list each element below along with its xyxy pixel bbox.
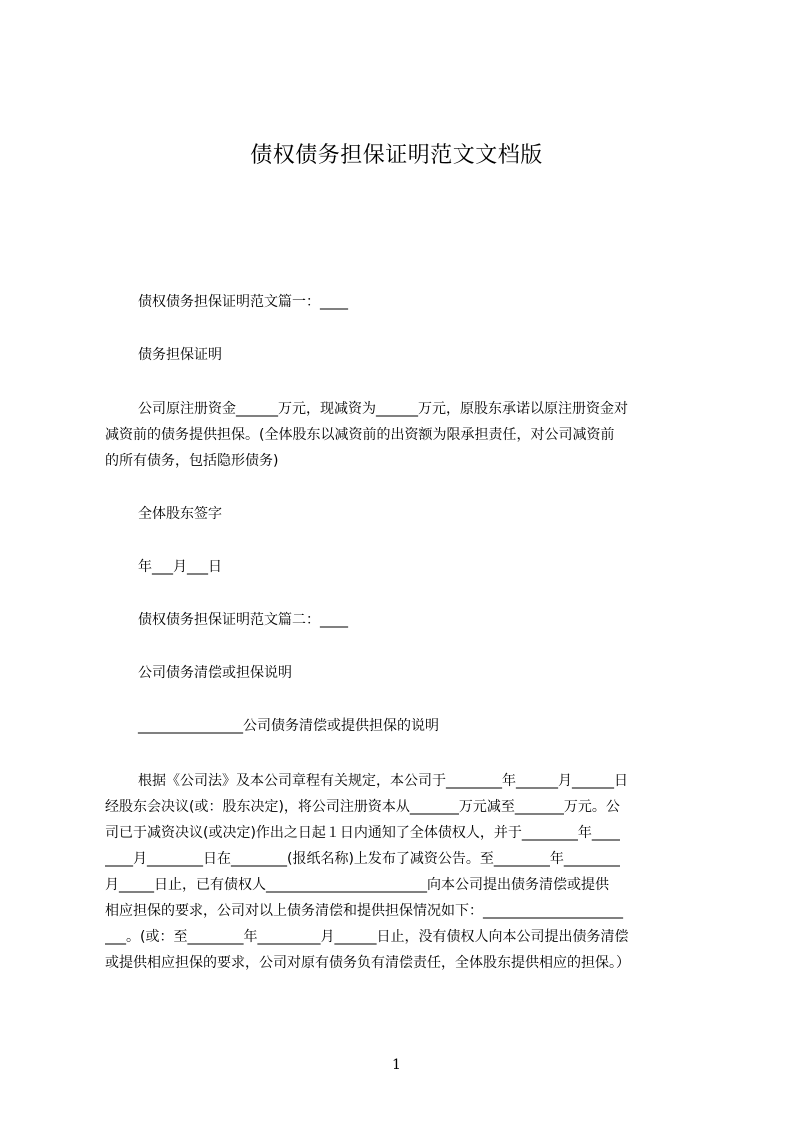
section-two-heading: 债权债务担保证明范文篇二：____ [138, 612, 348, 628]
document-title: 债权债务担保证明范文文档版 [250, 143, 543, 168]
signature-date: 年___月___日 [138, 559, 222, 575]
section-two-caption: _______________公司债务清偿或提供担保的说明 [138, 718, 439, 734]
body-line: 根据《公司法》及本公司章程有关规定，本公司于________年______月______日 [138, 773, 628, 789]
body-line: 的所有债务，包括隐形债务) [105, 453, 279, 469]
section-one-subtitle: 债务担保证明 [138, 347, 222, 363]
body-line: ____月________日在________(报纸名称)上发布了减资公告。至________年________ [105, 851, 620, 867]
body-line: ___。(或：至________年_________月______日止，没有债权人向本公司提出债务清偿 [105, 929, 629, 945]
body-line: 月_____日止，已有债权人_______________________向本公司提出债务清偿或提供 [105, 877, 609, 893]
shareholder-signature-label: 全体股东签字 [138, 506, 222, 522]
section-one-heading: 债权债务担保证明范文篇一：____ [138, 294, 348, 310]
section-one-body [105, 396, 699, 474]
page-number: 1 [392, 1057, 401, 1073]
body-line: 或提供相应担保的要求，公司对原有债务负有清偿责任，全体股东提供相应的担保。） [105, 955, 630, 971]
body-line: 司已于减资决议(或决定)作出之日起１日内通知了全体债权人，并于________年____ [105, 825, 620, 841]
section-two-body [105, 768, 699, 976]
section-two-subtitle: 公司债务清偿或担保说明 [138, 665, 292, 681]
body-line: 减资前的债务提供担保。(全体股东以减资前的出资额为限承担责任，对公司减资前 [105, 427, 615, 443]
body-line: 相应担保的要求，公司对以上债务清偿和提供担保情况如下：____________________ [105, 903, 623, 919]
body-line: 公司原注册资金______万元，现减资为______万元，原股东承诺以原注册资金对 [138, 401, 628, 417]
body-line: 经股东会决议(或：股东决定)，将公司注册资本从_______万元减至_______万元。公 [105, 799, 620, 815]
